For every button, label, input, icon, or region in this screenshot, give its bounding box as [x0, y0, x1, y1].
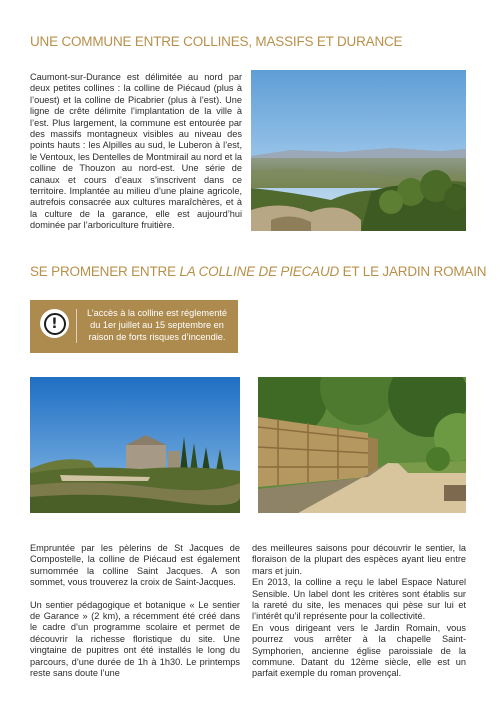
paragraph-chapel: En vous dirigeant vers le Jardin Romain, vous pourrez vous arrêter à la chapelle Saint-Symphorien, ancienne église paroissiale de la commune. Datant du 12ème siècle, elle est un parfait exemple du roman provençal. — [252, 622, 466, 679]
text-column-left — [30, 543, 240, 690]
landscape-photo — [251, 70, 466, 231]
section-title-commune: UNE COMMUNE ENTRE COLLINES, MASSIFS ET DURANCE — [30, 34, 403, 49]
notice-divider — [76, 309, 77, 343]
paragraph-pilgrims: Empruntée par les pèlerins de St Jacques de Compostelle, la colline de Piécaud est également surnommée la colline Saint Jacques. A son sommet, vous trouverez la croix de Saint-Jacques. — [30, 543, 240, 588]
text-column-right — [252, 543, 466, 680]
section-title-promenade — [30, 264, 486, 279]
paragraph-trail: Un sentier pédagogique et botanique « Le sentier de Garance » (2 km), a récemment été créé dans le cadre d’un programme scolaire et permet de découvrir la richesse floristique du site. Une vingtaine de pupitres ont été installés le long du parcours, d’une durée de 1h à 1h30. Le printemps reste sans doute l’une — [30, 599, 240, 679]
title-part-2: LA COLLINE DE PIECAUD — [179, 264, 340, 279]
exclamation-circle-icon: ! — [40, 309, 69, 338]
fire-risk-notice — [30, 300, 238, 353]
chapel-photo — [30, 377, 240, 513]
paragraph-seasons: des meilleures saisons pour découvrir le sentier, la floraison de la plupart des espèces ayant lieu entre mars et juin. — [252, 543, 466, 576]
notice-text: L’accès à la colline est réglementé du 1er juillet au 15 septembre en raison de forts risques d’incendie. — [87, 308, 227, 342]
title-part-1: SE PROMENER ENTRE — [30, 264, 180, 279]
paragraph-label: En 2013, la colline a reçu le label Espace Naturel Sensible. Un label dont les critères sont établis sur la rareté du site, les menaces qui pèse sur lui et l’intérêt qu’il représente pour la collectivité. — [252, 577, 466, 622]
roman-garden-photo — [258, 377, 466, 513]
title-part-3: ET LE JARDIN ROMAIN — [339, 264, 487, 279]
commune-description: Caumont-sur-Durance est délimitée au nord par deux petites collines : la colline de Piécaud (plus à l’ouest) et la colline de Picabrier (plus à l’est). Une ligne de crête délimite l’implantation de la ville à l’est. Plus largement, la commune est entourée par des massifs montagneux visibles au niveau des points hauts : les Alpilles au sud, le Luberon à l’est, le Ventoux, les Dentelles de Montmirail au nord et la colline de Thouzon au nord-est. Une série de canaux et cours d’eaux s’inscrivent dans ce territoire. Implantée au milieu d’une plaine agricole, autrefois consacrée aux cultures maraîchères, et à la culture de la garance, elle est aujourd’hui dominée par l’arboriculture fruitière. — [30, 72, 242, 231]
